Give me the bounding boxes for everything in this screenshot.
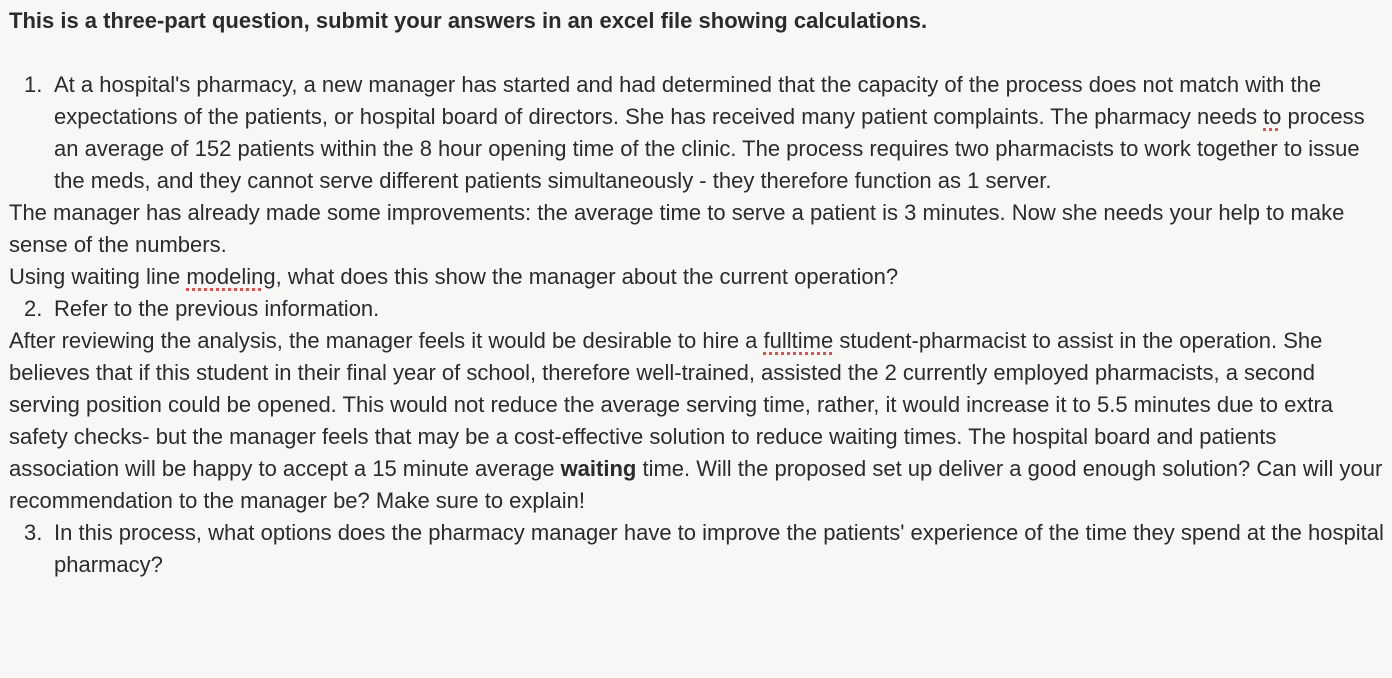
review-bold-waiting: waiting	[560, 456, 637, 481]
question-1-text-part-a: At a hospital's pharmacy, a new manager has started and had determined that the capacity of the process does not match with the expectations of the patients, or hospital board of directors. She has received many patient complaints. The pharmacy needs	[54, 72, 1322, 129]
question-2	[9, 293, 1389, 325]
question-2-text: Refer to the previous information.	[54, 296, 380, 321]
question-2-number: 2.	[24, 296, 43, 321]
spellcheck-word-to: to	[1263, 104, 1282, 129]
assignment-heading: This is a three-part question, submit your answers in an excel file showing calculations.	[9, 8, 928, 33]
question-1-text-part-b: process an average of 152 patients within the 8 hour opening time of the clinic. The process requires two pharmacists to work together to issue the meds, and they cannot serve different patients simultaneously - they therefore function as 1 server.	[54, 104, 1365, 193]
spellcheck-word-fulltime: fulltime	[763, 328, 834, 353]
question-3-number: 3.	[24, 520, 43, 545]
modeling-text-part-a: Using waiting line	[9, 264, 187, 289]
improvements-paragraph: The manager has already made some improvements: the average time to serve a patient is 3 minutes. Now she needs your help to make sense of the numbers.	[9, 200, 1345, 257]
review-paragraph	[9, 325, 1389, 517]
modeling-paragraph	[9, 261, 1389, 293]
review-text-part-a: After reviewing the analysis, the manager feels it would be desirable to hire a	[9, 328, 764, 353]
question-1	[9, 69, 1389, 197]
spellcheck-word-modeling: modeling	[186, 264, 276, 289]
question-3	[9, 517, 1389, 581]
review-text-part-c: time. Will the proposed set up deliver a good enough solution? Can will your recommendation to the manager be? Make sure to explain!	[9, 456, 1383, 513]
modeling-text-part-b: , what does this show the manager about the current operation?	[275, 264, 899, 289]
review-text-part-b: student-pharmacist to assist in the operation. She believes that if this student in their final year of school, therefore well-trained, assisted the 2 currently employed pharmacists, a second serving position could be opened. This would not reduce the average serving time, rather, it would increase it to 5.5 minutes due to extra safety checks- but the manager feels that may be a cost-effective solution to reduce waiting times. The hospital board and patients association will be happy to accept a 15 minute average	[9, 328, 1334, 481]
question-3-text: In this process, what options does the pharmacy manager have to improve the patients' experience of the time they spend at the hospital pharmacy?	[54, 520, 1384, 577]
question-1-number: 1.	[24, 72, 43, 97]
document-body	[9, 5, 1389, 581]
